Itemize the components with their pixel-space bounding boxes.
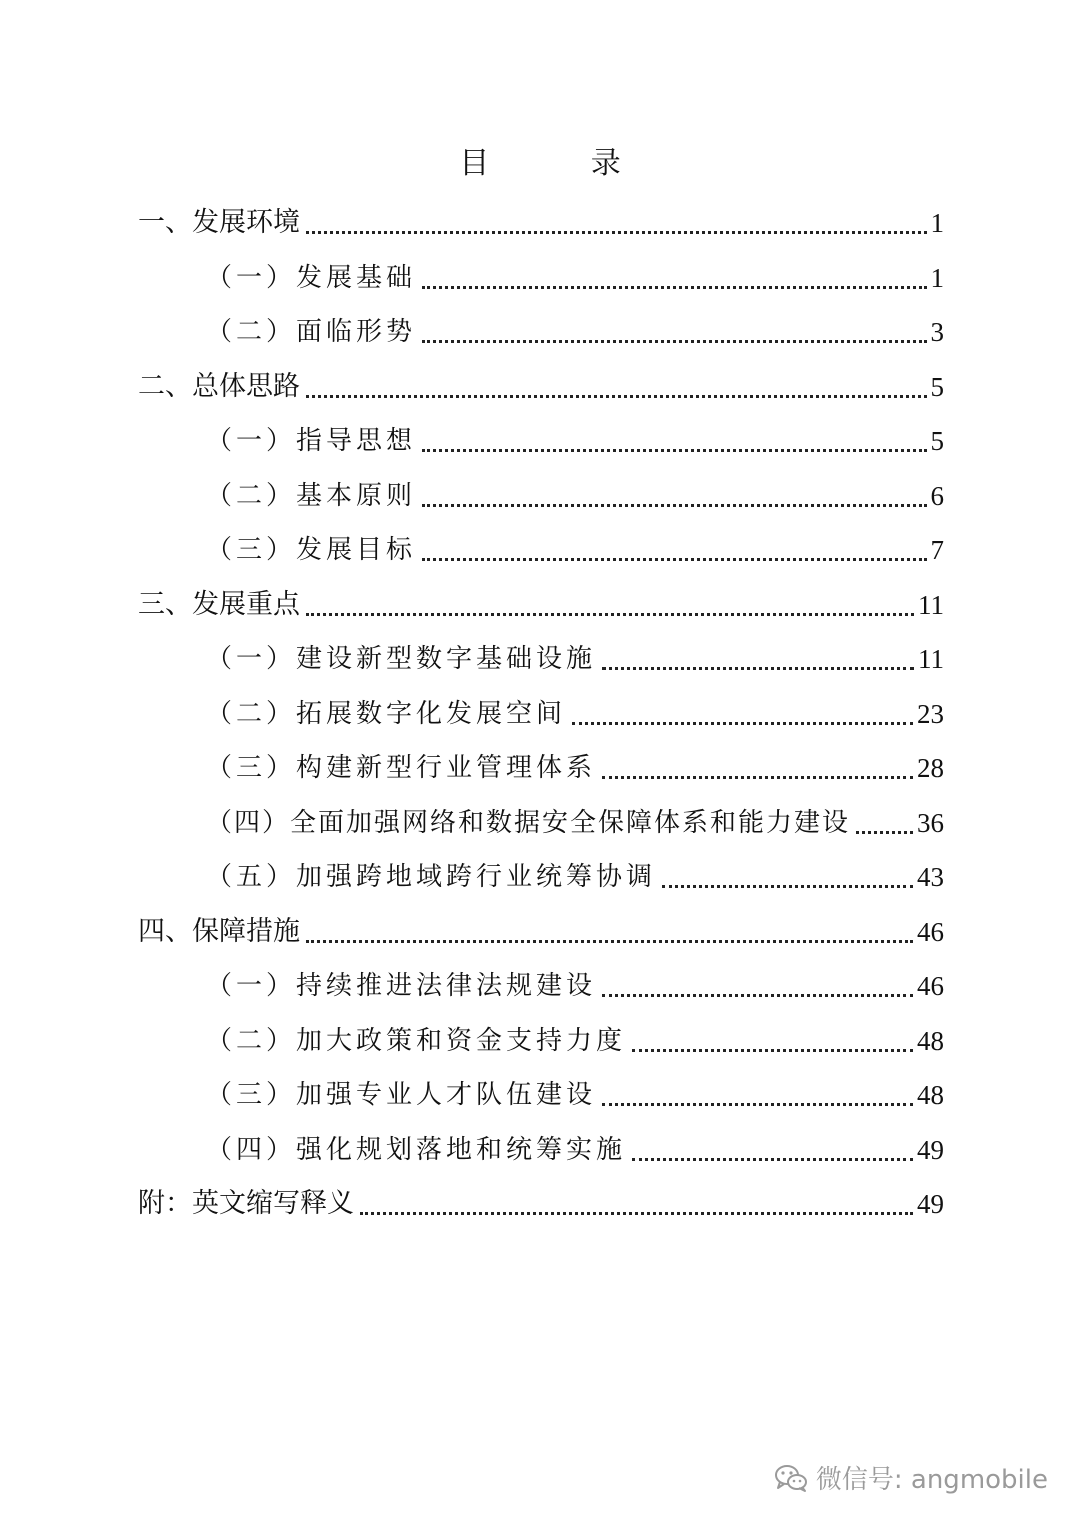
dot-leader (422, 286, 926, 289)
toc-entry-page: 5 (930, 371, 944, 402)
toc-entry-page: 3 (930, 317, 944, 347)
toc-entry[interactable] (206, 302, 944, 356)
toc-entry-label: 二、总体思路 (138, 370, 300, 402)
toc-entry[interactable] (138, 1174, 944, 1228)
dot-leader (572, 722, 913, 725)
dot-leader (422, 449, 926, 452)
dot-leader (602, 667, 914, 670)
toc-entry-label: （四）全面加强网络和数据安全保障体系和能力建设 (206, 807, 851, 838)
toc-entry-page: 46 (917, 916, 944, 947)
toc-entry-label: （三）构建新型行业管理体系 (206, 753, 597, 783)
toc-entry-page: 49 (917, 1134, 944, 1165)
dot-leader (662, 885, 913, 888)
toc-entry-page: 1 (930, 208, 944, 238)
toc-entry-label: （五）加强跨地域跨行业统筹协调 (206, 862, 657, 892)
toc-entry[interactable] (206, 629, 944, 683)
toc-entry-label: （二）面临形势 (206, 317, 417, 347)
dot-leader (422, 504, 926, 507)
toc-entry-label: （二）加大政策和资金支持力度 (206, 1025, 627, 1056)
toc-entry[interactable] (206, 793, 944, 847)
toc-entry-page: 23 (917, 698, 944, 729)
wechat-icon (774, 1463, 808, 1493)
toc-entry-page: 46 (917, 971, 944, 1001)
dot-leader (602, 1103, 913, 1106)
toc-entry-label: （三）发展目标 (206, 535, 417, 565)
toc-entry-label: （一）持续推进法律法规建设 (206, 971, 597, 1001)
toc-entry-label: （一）建设新型数字基础设施 (206, 644, 597, 674)
toc-entry[interactable] (206, 1065, 944, 1119)
toc-entry-label: （三）加强专业人才队伍建设 (206, 1080, 597, 1110)
toc-entry-label: （二）基本原则 (206, 480, 417, 511)
toc-entry[interactable] (206, 956, 944, 1010)
toc-entry[interactable] (138, 193, 944, 247)
toc-entry[interactable] (206, 1011, 944, 1065)
toc-entry-page: 48 (917, 1025, 944, 1056)
toc-entry-page: 49 (917, 1189, 944, 1219)
dot-leader (602, 776, 913, 779)
watermark-text: 微信号: angmobile (815, 1465, 1048, 1495)
toc-entry[interactable] (206, 1120, 944, 1174)
toc-entry-page: 1 (930, 262, 944, 293)
toc-entry[interactable] (206, 466, 944, 520)
dot-leader (602, 994, 913, 997)
toc-entry-label: （一）发展基础 (206, 262, 417, 293)
toc-entry[interactable] (138, 357, 944, 411)
toc-entry[interactable] (138, 575, 944, 629)
toc-entry-label: 三、发展重点 (138, 588, 300, 620)
toc-entry-label: 一、发展环境 (138, 207, 300, 238)
toc-entry-page: 11 (918, 589, 944, 620)
toc-entry-label: 四、保障措施 (138, 915, 300, 947)
dot-leader (422, 558, 926, 561)
toc-entry-label: 附：英文缩写释义 (138, 1188, 354, 1219)
toc-entry[interactable] (206, 847, 944, 901)
toc-entry-page: 5 (930, 426, 944, 456)
toc-entry[interactable] (206, 248, 944, 302)
dot-leader (856, 831, 913, 834)
toc-entry-label: （一）指导思想 (206, 426, 417, 456)
toc-entry[interactable] (138, 902, 944, 956)
toc-entry-label: （四）强化规划落地和统筹实施 (206, 1134, 627, 1165)
dot-leader (632, 1158, 913, 1161)
toc-entry-page: 7 (930, 535, 944, 565)
dot-leader (306, 395, 927, 398)
toc-entry[interactable] (206, 411, 944, 465)
dot-leader (306, 940, 913, 943)
toc-entry-page: 36 (917, 807, 944, 838)
page-title: 目 录 (459, 146, 667, 181)
dot-leader (632, 1049, 913, 1052)
wechat-watermark (774, 1459, 1048, 1496)
toc-entry-page: 43 (917, 862, 944, 892)
toc-entry-page: 6 (930, 480, 944, 511)
toc-entry[interactable] (206, 520, 944, 574)
dot-leader (360, 1212, 913, 1215)
toc-entry-page: 11 (918, 644, 944, 674)
toc-entry-label: （二）拓展数字化发展空间 (206, 698, 567, 729)
toc-entry-page: 48 (917, 1080, 944, 1110)
dot-leader (306, 613, 914, 616)
dot-leader (306, 231, 927, 234)
toc-entry[interactable] (206, 684, 944, 738)
toc-entry[interactable] (206, 738, 944, 792)
toc-entry-page: 28 (917, 753, 944, 783)
dot-leader (422, 340, 926, 343)
